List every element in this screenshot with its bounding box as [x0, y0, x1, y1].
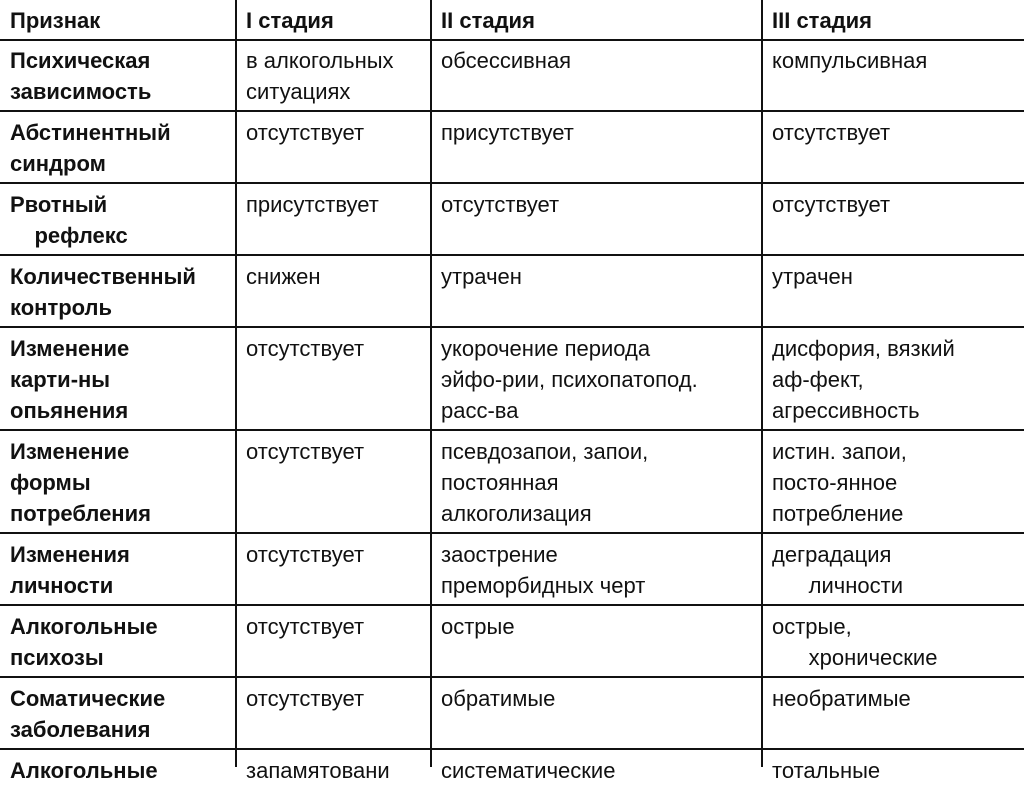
table-divider — [0, 748, 1024, 750]
table-column-divider — [761, 0, 763, 767]
row-sign-cell: Количественный контроль — [10, 264, 196, 320]
table-divider — [0, 326, 1024, 328]
table-divider — [0, 676, 1024, 678]
header-cell-stage-3: III стадия — [772, 8, 873, 33]
row-stage-3-cell: утрачен — [772, 264, 853, 289]
row-stage-2-cell: псевдозапои, запои, постоянная алкоголизация — [441, 439, 649, 526]
row-stage-1-cell: отсутствует — [246, 336, 365, 361]
table-divider — [0, 39, 1024, 41]
row-stage-2-cell: укорочение периода эйфо-рии, психопатопод. расс-ва — [441, 336, 698, 423]
header-cell-stage-1: I стадия — [246, 8, 334, 33]
table-divider — [0, 604, 1024, 606]
row-stage-2-cell: заострение преморбидных черт — [441, 542, 646, 598]
row-stage-1-cell: отсутствует — [246, 614, 365, 639]
row-stage-3-cell: дисфория, вязкий аф-фект, агрессивность — [772, 336, 955, 423]
row-sign-cell: Изменения личности — [10, 542, 130, 598]
row-stage-2-cell: острые — [441, 614, 515, 639]
row-stage-1-cell: снижен — [246, 264, 321, 289]
row-sign-cell: Рвотный рефлекс — [10, 192, 128, 248]
row-stage-1-cell: отсутствует — [246, 439, 365, 464]
table-column-divider — [430, 0, 432, 767]
row-sign-cell: Изменение формы потребления — [10, 439, 151, 526]
row-stage-1-cell: присутствует — [246, 192, 379, 217]
table-divider — [0, 532, 1024, 534]
row-sign-cell: Алкогольные психозы — [10, 614, 158, 670]
row-stage-1-cell: в алкогольных ситуациях — [246, 48, 394, 104]
table-divider — [0, 110, 1024, 112]
table-column-divider — [235, 0, 237, 767]
row-sign-cell: Абстинентный синдром — [10, 120, 171, 176]
row-stage-3-cell: истин. запои, посто-янное потребление — [772, 439, 907, 526]
header-cell-stage-2: II стадия — [441, 8, 535, 33]
row-stage-2-cell: отсутствует — [441, 192, 560, 217]
row-sign-cell: Соматические заболевания — [10, 686, 166, 742]
table-divider — [0, 254, 1024, 256]
header-cell-sign: Признак — [10, 8, 101, 33]
row-stage-2-cell: обратимые — [441, 686, 556, 711]
row-stage-1-cell: отсутствует — [246, 542, 365, 567]
row-stage-3-cell: отсутствует — [772, 120, 891, 145]
row-stage-2-cell: присутствует — [441, 120, 574, 145]
row-sign-cell: Алкогольные — [10, 758, 158, 783]
row-stage-3-cell: острые, хронические — [772, 614, 938, 670]
row-stage-3-cell: компульсивная — [772, 48, 928, 73]
row-stage-2-cell: систематические — [441, 758, 616, 783]
table-divider — [0, 182, 1024, 184]
row-stage-1-cell: отсутствует — [246, 120, 365, 145]
row-stage-3-cell: необратимые — [772, 686, 911, 711]
row-stage-3-cell: деградация личности — [772, 542, 904, 598]
row-sign-cell: Изменение карти-ны опьянения — [10, 336, 130, 423]
row-stage-2-cell: обсессивная — [441, 48, 572, 73]
row-stage-3-cell: тотальные — [772, 758, 881, 783]
table-divider — [0, 429, 1024, 431]
row-sign-cell: Психическая зависимость — [10, 48, 152, 104]
row-stage-1-cell: запамятовани — [246, 758, 390, 783]
row-stage-2-cell: утрачен — [441, 264, 522, 289]
row-stage-1-cell: отсутствует — [246, 686, 365, 711]
row-stage-3-cell: отсутствует — [772, 192, 891, 217]
